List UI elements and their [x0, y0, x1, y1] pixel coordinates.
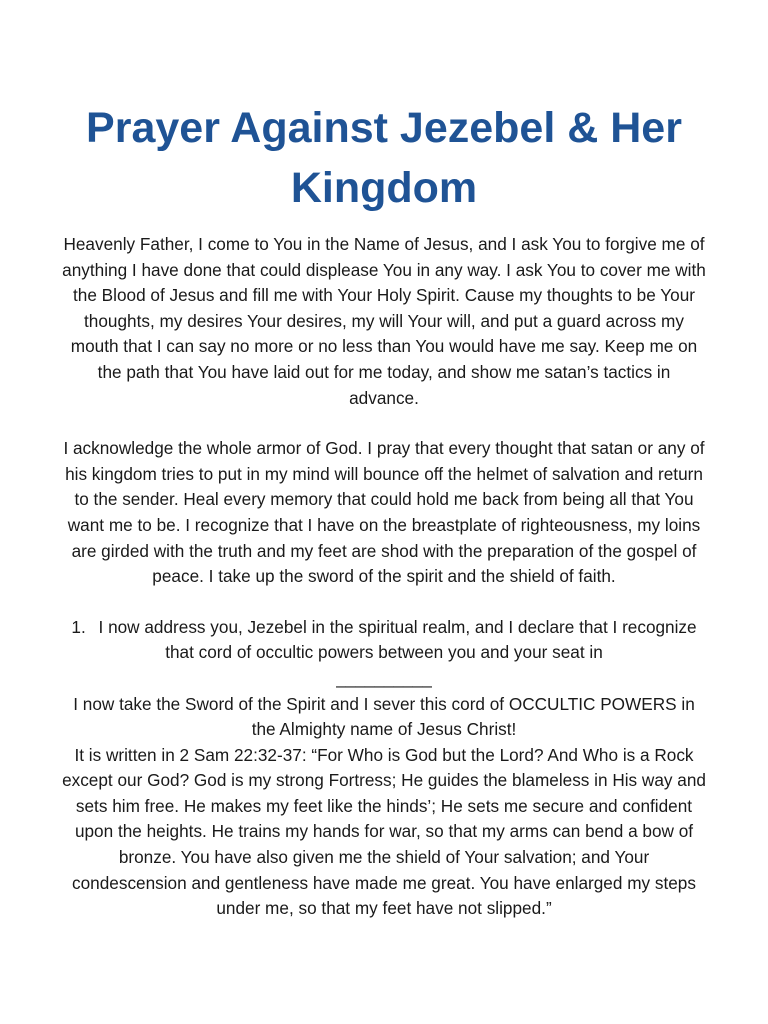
blank-line: __________: [336, 667, 432, 688]
page-title: Prayer Against Jezebel & Her Kingdom: [86, 104, 682, 212]
list-item: [62, 615, 706, 692]
opening-paragraph: Heavenly Father, I come to You in the Name of Jesus, and I ask You to forgive me of anything I have done that could displease You in any way. I ask You to cover me with the Blood of Jesus and fill me with Your Holy Spirit. Cause my thoughts to be Your thoughts, my desires Your desires, my will Your will, and put a guard across my mouth that I can say no more or no less than You would have me say. Keep me on the path that You have laid out for me today, and show me satan’s tactics in advance.: [62, 234, 706, 408]
list-item-number: 1.: [71, 616, 86, 637]
scripture-passage: It is written in 2 Sam 22:32-37: “For Who is God but the Lord? And Who is a Rock except our God? God is my strong Fortress; He guides the blameless in His way and sets him free. He makes my feet like the hinds’; He sets me secure and confident upon the heights. He trains my hands for war, so that my arms can bend a bow of bronze. You have also given me the shield of Your salvation; and Your condescension and gentleness have made me great. You have enlarged my steps under me, so that my feet have not slipped.”: [62, 744, 706, 919]
numbered-list: [62, 615, 706, 922]
armor-paragraph: I acknowledge the whole armor of God. I pray that every thought that satan or any of his kingdom tries to put in my mind will bounce off the helmet of salvation and return to the sender. Heal every memory that could hold me back from being all that You want me to be. I recognize that I have on the breastplate of righteousness, my loins are girded with the truth and my feet are shod with the preparation of the gospel of peace. I take up the sword of the spirit and the shield of faith.: [63, 438, 705, 587]
list-item-text: I now address you, Jezebel in the spiritual realm, and I declare that I recognize that cord of occultic powers between you and your seat in: [98, 616, 697, 663]
sever-declaration: I now take the Sword of the Spirit and I sever this cord of OCCULTIC POWERS in the Almighty name of Jesus Christ!: [73, 693, 695, 740]
